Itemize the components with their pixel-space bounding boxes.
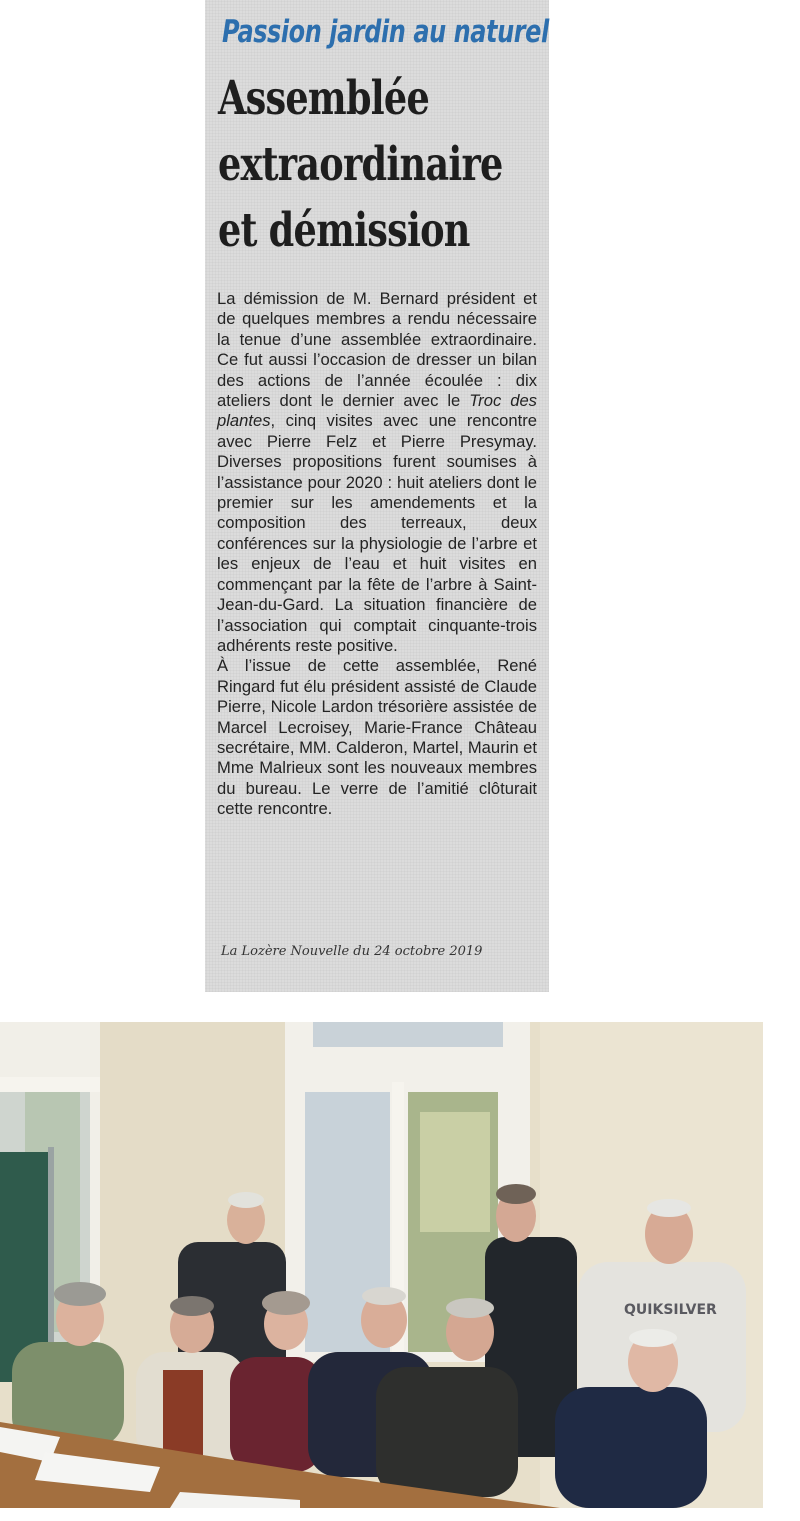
headline [218,66,548,264]
paragraph-1-text-b: , cinq visites avec une rencontre avec Pierre Felz et Pierre Presymay. Diverses propositions furent soumises à l’assistance pour 2020 : huit ateliers dont le premier sur les amendements et la composition des terreaux, deux conférences sur la physiologie de l’arbre et les enjeux de l’eau et huit visites en commençant par la fête de l’arbre à Saint-Jean-du-Gard. La situation financière de l’association qui comptait cinquante-trois adhérents reste positive. [217,411,537,655]
article-body [217,289,537,820]
kicker-title: Passion jardin au naturel [222,14,549,50]
headline-line-1: Assemblée [218,71,430,126]
article-paragraph-2: À l’issue de cette assemblée, René Ringard fut élu président assisté de Claude Pierre, Nicole Lardon trésorière assistée de Marcel Lecroisey, Marie-France Château secrétaire, MM. Calderon, Martel, Maurin et Mme Malrieux sont les nouveaux membres du bureau. Le verre de l’amitié clôturait cette rencontre. [217,656,537,819]
newspaper-clipping [205,0,549,992]
paragraph-1-text-a: La démission de M. Bernard président et de quelques membres a rendu nécessaire la tenue d’une assemblée extraordinaire. Ce fut aussi l’occasion de dresser un bilan des actions de l’année écoulée : dix ateliers dont le dernier avec le [217,289,537,411]
shirt-print: QUIKSILVER [624,1302,717,1318]
event-name-italic: Troc des plantes [217,391,537,431]
headline-line-3: et démission [218,203,470,258]
article-paragraph-1 [217,289,537,656]
source-credit: La Lozère Nouvelle du 24 octobre 2019 [221,944,483,959]
group-photo [0,1022,763,1508]
headline-line-2: extraordinaire [218,137,503,192]
